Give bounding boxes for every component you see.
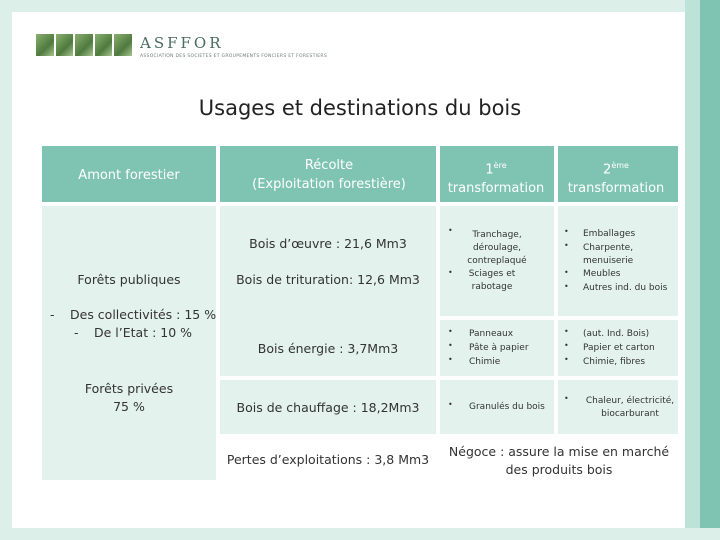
- tranchage-item: Tranchage, déroulage, contreplaqué: [467, 230, 527, 266]
- negoce-text: Négoce : assure la mise en marché des produits bois: [448, 444, 670, 477]
- granules-item: Granulés du bois: [469, 402, 545, 412]
- row-divider: [220, 376, 678, 380]
- menuiserie-item: menuiserie: [583, 256, 634, 266]
- left-panel: [42, 206, 216, 480]
- charpente-item: Charpente,: [583, 243, 634, 253]
- bullet: •: [564, 241, 569, 250]
- frame-bottom: [0, 528, 720, 540]
- bullet: •: [564, 327, 569, 336]
- meubles-item: Meubles: [583, 269, 621, 279]
- bois-oeuvre-label: Bois d’œuvre : 21,6 Mm3: [249, 236, 407, 251]
- bois-energie-label: Bois énergie : 3,7Mm3: [257, 341, 399, 356]
- panneaux-item: Panneaux: [469, 329, 514, 339]
- bullet: •: [564, 394, 569, 403]
- bullet: •: [448, 226, 453, 235]
- pertes-label: Pertes d’exploitations : 3,8 Mm3: [226, 452, 430, 467]
- brand-name: ASFFOR: [140, 34, 224, 52]
- header-recolte: Récolte (Exploitation forestière): [252, 158, 406, 192]
- dash: -: [74, 325, 79, 340]
- bullet: •: [564, 355, 569, 364]
- column-divider: [554, 146, 558, 436]
- bullet: •: [448, 268, 453, 277]
- bois-chauffage-label: Bois de chauffage : 18,2Mm3: [236, 400, 420, 415]
- header-first-transformation: 1ère transformation: [447, 161, 545, 197]
- bullet: •: [564, 268, 569, 277]
- bullet: •: [448, 355, 453, 364]
- bois-trituration-label: Bois de trituration: 12,6 Mm3: [236, 272, 420, 287]
- forets-publiques-label: Forêts publiques: [77, 272, 181, 287]
- etat-label: De l’Etat : 10 %: [94, 325, 193, 340]
- aut-ind-bois-item: (aut. Ind. Bois): [583, 329, 650, 339]
- brand-subtitle: ASSOCIATION DES SOCIETES ET GROUPEMENTS FONCIERS ET FORESTIERS: [140, 54, 327, 59]
- chaleur-item: Chaleur, électricité, biocarburant: [585, 396, 675, 419]
- autres-ind-item: Autres ind. du bois: [583, 283, 668, 293]
- chimie-fibres-item: Chimie, fibres: [583, 357, 646, 367]
- bullet: •: [448, 341, 453, 350]
- sciages-item: Sciages et rabotage: [468, 269, 516, 292]
- bullet: •: [448, 327, 453, 336]
- bullet: •: [564, 227, 569, 236]
- row-divider: [220, 434, 678, 438]
- logo-image: [36, 34, 132, 56]
- frame-right: [700, 0, 720, 540]
- header-amont: Amont forestier: [78, 168, 180, 183]
- bullet: •: [564, 341, 569, 350]
- page-title: Usages et destinations du bois: [198, 96, 522, 120]
- chimie-item: Chimie: [469, 357, 501, 367]
- forets-privees-label: Forêts privées 75 %: [84, 381, 174, 414]
- bullet: •: [564, 282, 569, 291]
- header-second-transformation: 2ème transformation: [567, 161, 665, 197]
- frame-left: [0, 0, 12, 540]
- row-divider: [42, 202, 678, 206]
- bullet: •: [448, 400, 453, 409]
- emballages-item: Emballages: [583, 229, 636, 239]
- frame-right-light: [685, 0, 700, 540]
- frame-top: [0, 0, 720, 12]
- collectivites-label: Des collectivités : 15 %: [70, 307, 217, 322]
- pate-papier-item: Pâte à papier: [469, 343, 529, 353]
- row-divider: [440, 316, 678, 320]
- dash: -: [50, 307, 55, 322]
- papier-carton-item: Papier et carton: [583, 343, 655, 353]
